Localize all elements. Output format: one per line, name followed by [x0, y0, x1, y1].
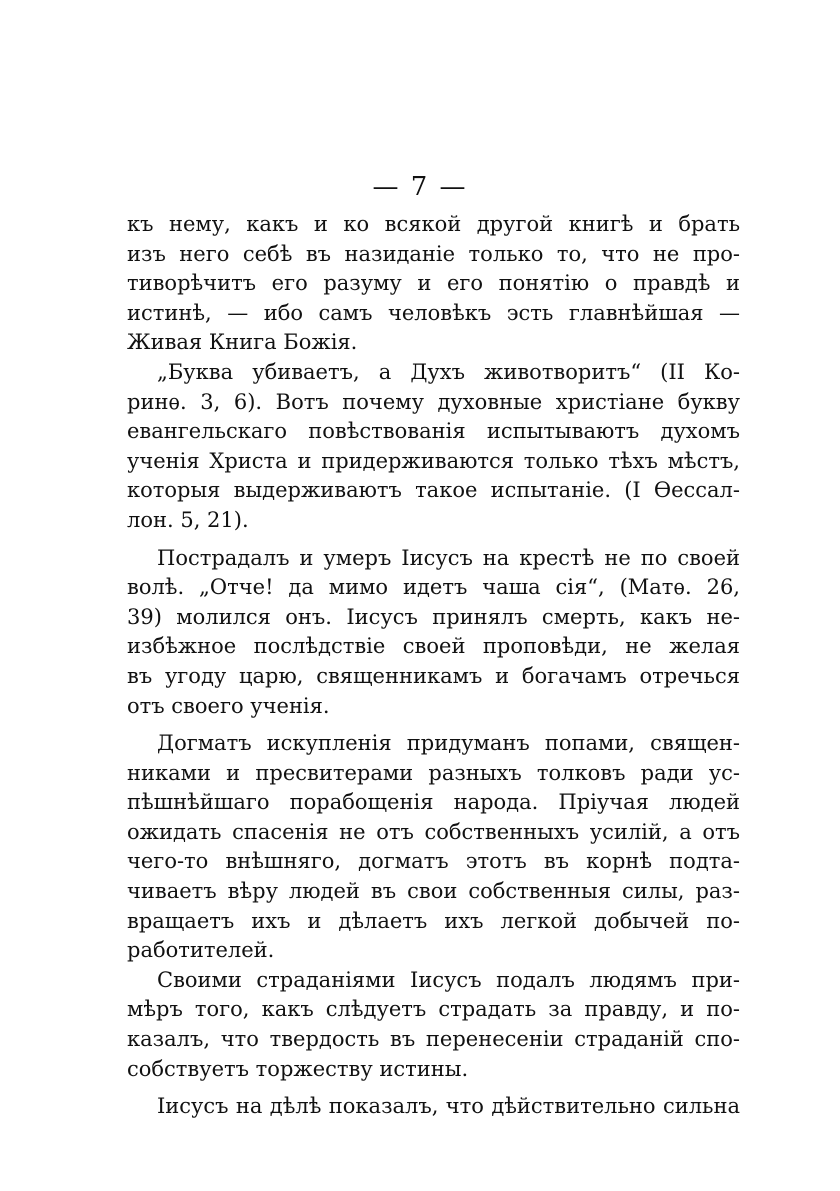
text-line: тиворѣчитъ его разуму и его понятію о правдѣ и: [127, 271, 740, 296]
text-line: пѣшнѣйшаго порабощенія народа. Пріучая людей: [127, 790, 740, 815]
paragraph-gap: [127, 1084, 740, 1092]
text-line: евангельскаго повѣствованія испытываютъ духомъ: [127, 419, 740, 444]
paragraph-gap: [127, 721, 740, 729]
text-line: работителей.: [127, 938, 275, 963]
paragraph-4: [127, 729, 740, 966]
paragraph-gap: [127, 536, 740, 544]
text-line: казалъ, что твердость въ перенесеніи страданій спо-: [127, 1027, 740, 1052]
text-line: изъ него себѣ въ назиданіе только то, что не про-: [127, 241, 740, 266]
paragraph-5: [127, 966, 740, 1084]
text-line: волѣ. „Отче! да мимо идетъ чаша сія“, (Матѳ. 26,: [127, 575, 740, 600]
paragraph-1: [127, 210, 740, 358]
text-line: къ нему, какъ и ко всякой другой книгѣ и брать: [127, 212, 740, 236]
text-line: ринѳ. 3, 6). Вотъ почему духовные христіане букву: [127, 389, 740, 414]
text-line: избѣжное послѣдствіе своей проповѣди, не желая: [127, 634, 740, 659]
text-line: „Буква убиваетъ, а Духъ животворитъ“ (II Ко-: [157, 359, 740, 384]
text-line: Пострадалъ и умеръ Іисусъ на крестѣ не по своей: [157, 545, 740, 570]
text-line: ожидать спасенія не отъ собственныхъ усилій, а отъ: [127, 819, 740, 844]
text-line: собствуетъ торжеству истины.: [127, 1056, 469, 1081]
text-line: чего-то внѣшняго, догматъ этотъ въ корнѣ подта-: [127, 849, 740, 874]
text-line: чиваетъ вѣру людей въ свои собственныя силы, раз-: [127, 879, 740, 904]
text-line: ученія Христа и придерживаются только тѣхъ мѣстъ,: [127, 448, 740, 473]
text-line: Догматъ искупленія придуманъ попами, священ-: [157, 731, 740, 756]
text-line: мѣръ того, какъ слѣдуетъ страдать за правду, и по-: [127, 997, 740, 1022]
body-text: [127, 210, 740, 1122]
text-line: лон. 5, 21).: [127, 507, 249, 532]
text-line: вращаетъ ихъ и дѣлаетъ ихъ легкой добычей по-: [127, 908, 740, 933]
text-line: Своими страданіями Іисусъ подалъ людямъ при-: [157, 967, 740, 992]
text-line: Іисусъ на дѣлѣ показалъ, что дѣйствительно сильна: [157, 1094, 740, 1119]
text-line: въ угоду царю, священникамъ и богачамъ отречься: [127, 663, 740, 688]
text-line: Живая Книга Божія.: [127, 330, 358, 355]
text-line: отъ своего ученія.: [127, 693, 330, 718]
text-line: никами и пресвитерами разныхъ толковъ ради ус-: [127, 760, 740, 785]
page-number: — 7 —: [372, 172, 468, 202]
text-line: 39) молился онъ. Іисусъ принялъ смерть, какъ не-: [127, 604, 740, 629]
text-line: истинѣ, — ибо самъ человѣкъ эсть главнѣйшая —: [127, 300, 740, 325]
paragraph-3: [127, 544, 740, 722]
paragraph-6: [127, 1092, 740, 1122]
text-line: которыя выдерживаютъ такое испытаніе. (I Ѳессал-: [127, 478, 740, 503]
paragraph-2: [127, 358, 740, 536]
